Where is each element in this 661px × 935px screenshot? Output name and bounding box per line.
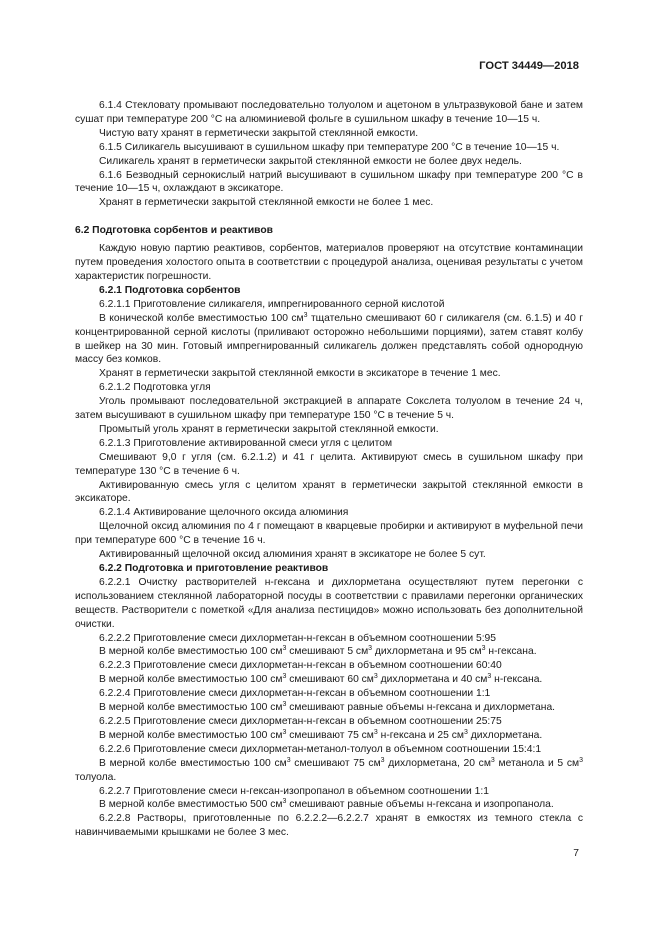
paragraph: 6.2.1.1 Приготовление силикагеля, импрегнированного серной кислотой [99, 298, 445, 310]
paragraph: Смешивают 9,0 г угля (см. 6.2.1.2) и 41 г целита. Активируют смесь в сушильном шкафу при температуре 130 °С в течение 6 ч. [75, 451, 583, 477]
paragraph: 6.2.1.3 Приготовление активированной смеси угля с целитом [99, 437, 393, 449]
paragraph: 6.2.2.5 Приготовление смеси дихлорметан-н-гексан в объемном соотношении 25:75 [99, 715, 502, 727]
subsection-heading: 6.2.1 Подготовка сорбентов [99, 284, 241, 296]
paragraph: Силикагель хранят в герметически закрытой стеклянной емкости не более двух недель. [99, 155, 522, 167]
paragraph: 6.2.2.4 Приготовление смеси дихлорметан-н-гексан в объемном соотношении 1:1 [99, 688, 491, 700]
paragraph: Хранят в герметически закрытой стеклянной емкости не более 1 мес. [99, 197, 434, 209]
paragraph: В мерной колбе вместимостью 100 $см^3$ смешивают 5 $см^3$ дихлорметана и 95 $см^3$ н-гексана. [99, 645, 537, 658]
paragraph: 6.2.2.8 Растворы, приготовленные по 6.2.2.2—6.2.2.7 хранят в емкостях из темного стекла с навинчиваемыми крышками не более 3 мес. [75, 813, 583, 839]
paragraph: Активированную смесь угля с целитом хранят в герметически закрытой стеклянной емкости в эксикаторе. [75, 479, 583, 505]
paragraph: Каждую новую партию реактивов, сорбентов, материалов проверяют на отсутствие контаминации путем проведения холостого опыта в соответствии с процедурой анализа, оценивая результаты с учетом характеристик погрешности. [75, 243, 583, 282]
paragraph: В мерной колбе вместимостью 100 $см^3$ смешивают 75 $см^3$ н-гексана и 25 $см^3$ дихлорметана. [99, 728, 543, 741]
paragraph: В мерной колбе вместимостью 100 $см^3$ смешивают 60 $см^3$ дихлорметана и 40 $см^3$ н-гексана. [99, 673, 543, 686]
paragraph: 6.1.6 Безводный сернокислый натрий высушивают в сушильном шкафу при температуре 200 °С в течение 10—15 ч, охлаждают в эксикаторе. [75, 169, 583, 195]
paragraph: Чистую вату хранят в герметически закрытой стеклянной емкости. [99, 127, 419, 139]
standard-header: ГОСТ 34449—2018 [479, 60, 579, 72]
paragraph: 6.2.2.1 Очистку растворителей н-гексана и дихлорметана осуществляют путем перегонки с использованием стеклянной лабораторной посуды в соответствии с правилами перегонки органических веществ. Растворители с пометкой «Для анализа пестицидов» можно использовать без дополнительной очистки. [75, 576, 583, 630]
page-number: 7 [573, 848, 579, 859]
paragraph: Хранят в герметически закрытой стеклянной емкости в эксикаторе в течение 1 мес. [99, 368, 501, 380]
paragraph: Уголь промывают последовательной экстракцией в аппарате Сокслета толуолом в течение 24 ч, затем высушивают в сушильном шкафу при температуре 150 °С в течение 5 ч. [75, 396, 583, 422]
subsection-heading: 6.2.2 Подготовка и приготовление реактивов [99, 563, 329, 574]
paragraph: В мерной колбе вместимостью 500 $см^3$ смешивают равные объемы н-гексана и изопропанола. [99, 798, 554, 811]
paragraph: 6.2.2.6 Приготовление смеси дихлорметан-метанол-толуол в объемном соотношении 15:4:1 [99, 743, 542, 755]
paragraph: 6.1.5 Силикагель высушивают в сушильном шкафу при температуре 200 °С в течение 10—15 ч. [99, 141, 560, 153]
paragraph: 6.2.2.7 Приготовление смеси н-гексан-изопропанол в объемном соотношении 1:1 [99, 785, 489, 797]
paragraph: 6.2.2.3 Приготовление смеси дихлорметан-н-гексан в объемном соотношении 60:40 [99, 660, 502, 672]
document-body [75, 99, 583, 840]
paragraph: 6.2.1.2 Подготовка угля [99, 382, 211, 394]
paragraph: В мерной колбе вместимостью 100 $см^3$ смешивают 75 $см^3$ дихлорметана, 20 $см^3$ метанола и 5 $см^3$ толуола. [75, 756, 583, 783]
paragraph: В конической колбе вместимостью 100 $см^3$ тщательно смешивают 60 г силикагеля (см. 6.1.5) и 40 г концентрированной серной кислоты (приливают осторожно небольшими порциями), затем ставят колбу в шейкер на 30 мин. Готовый импрегнированный силикагель должен представлять собой однородную массу без комков. [75, 311, 583, 366]
paragraph: Щелочной оксид алюминия по 4 г помещают в кварцевые пробирки и активируют в муфельной печи при температуре 600 °С в течение 16 ч. [75, 521, 583, 547]
paragraph: 6.2.1.4 Активирование щелочного оксида алюминия [99, 507, 349, 519]
section-heading: 6.2 Подготовка сорбентов и реактивов [75, 225, 273, 237]
paragraph: 6.1.4 Стекловату промывают последовательно толуолом и ацетоном в ультразвуковой бане и затем сушат при температуре 200 °С на алюминиевой фольге в сушильном шкафу в течение 10—15 ч. [75, 100, 583, 125]
paragraph: В мерной колбе вместимостью 100 $см^3$ смешивают равные объемы н-гексана и дихлорметана. [99, 701, 556, 714]
paragraph: Промытый уголь хранят в герметически закрытой стеклянной емкости. [99, 423, 439, 435]
paragraph: Активированный щелочной оксид алюминия хранят в эксикаторе не более 5 сут. [99, 549, 486, 561]
paragraph: 6.2.2.2 Приготовление смеси дихлорметан-н-гексан в объемном соотношении 5:95 [99, 632, 497, 644]
